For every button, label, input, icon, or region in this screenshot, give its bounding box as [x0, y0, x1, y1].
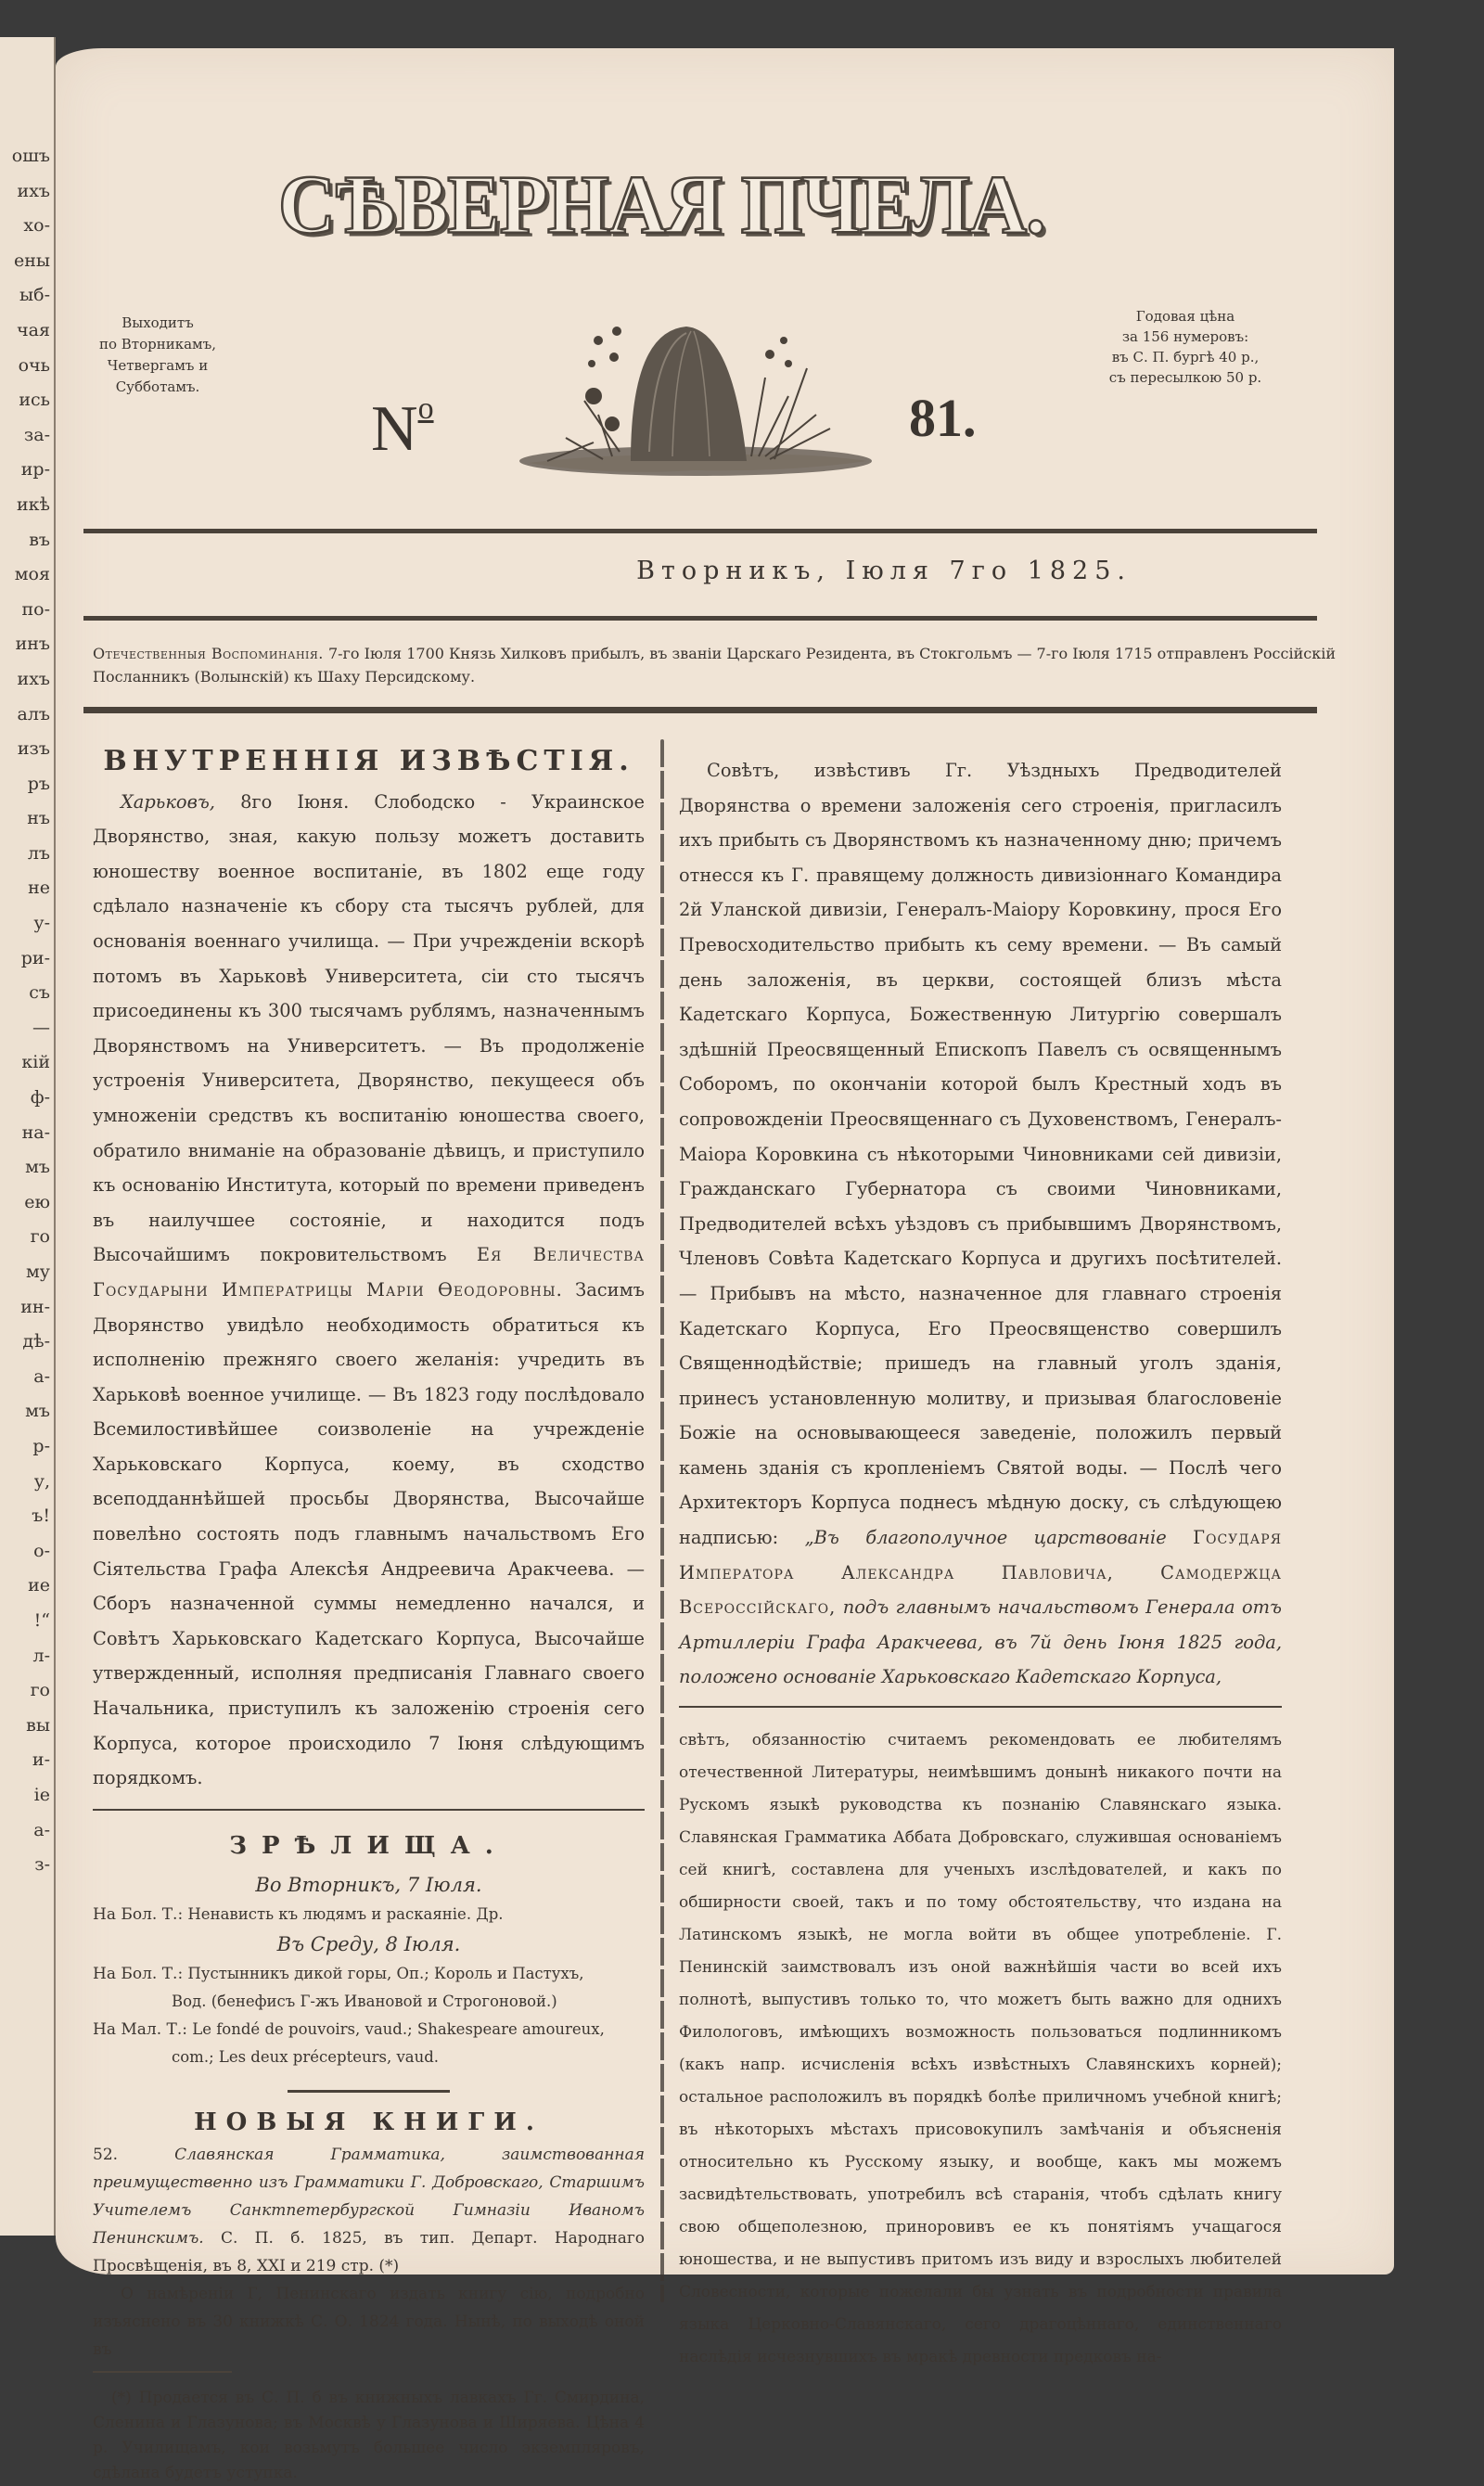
theatres-heading: ЗРѢЛИЩА.: [229, 1831, 508, 1860]
theatre-day: Во Вторникъ, 7 Іюля.: [255, 1874, 482, 1897]
domestic-news-body: Харьковъ, 8го Іюня. Слободско - Украинское Дворянство, зная, какую пользу можетъ доставить юношеству военное воспитаніе, въ 1802 еще году сдѣлало назначеніе къ сбору ста тысячъ рублей, для основанія военнаго училища. — При учрежденіи вскорѣ потомъ въ Харьковѣ Университета, сіи сто тысячъ присоединены къ 300 тысячамъ рублямъ, назначеннымъ Дворянствомъ на Университетъ. — Въ продолженіе устроенія Университета, Дворянство, пекущееся объ умноженіи средствъ къ воспитанію юношества своего, обратило вниманіе на образованіе дѣвицъ, и приступило къ основанію Института, который по времени приведенъ въ наилучшее состояніе, и находится подъ Высочайшимъ покровительствомъ Ея Величества Государыни Императрицы Маріи Ѳеодоровны. Засимъ Дворянство увидѣло необходимость обратиться къ исполненію прежняго своего желанія: учредить въ Харьковѣ военное училище. — Въ 1823 году послѣдовало Всемилостивѣйшее соизволеніе на учрежденіе Харьковскаго Корпуса, коему, въ сходство всеподданнѣйшей просьбы Дворянства, Высочайше повелѣно состоять подъ главнымъ начальствомъ Его Сіятельства Графа Алексѣя Андреевича Аракчеева. — Сборъ назначенной суммы немедленно начался, и Совѣтъ Харьковскаго Кадетскаго Корпуса, Высочайше утвержденный, исполняя предписанія Главнаго своего Начальника, приступилъ къ заложенію строенія сего Корпуса, которое происходило 7 Іюня слѣдующимъ порядкомъ.: [93, 790, 646, 1789]
domestic-news-heading: ВНУТРЕННІЯ ИЗВѢСТІЯ.: [103, 745, 634, 777]
number-sign: $N^о$: [371, 391, 434, 465]
newspaper-page: [56, 48, 1394, 2482]
left-column: [93, 744, 645, 2486]
book-footnote: (*) Продается въ С. П. б въ книжныхъ лавкахъ Гг. Смирдина, Сленина и Глазунова; въ Москвѣ у Глазунова и Ширяева. Цѣна 4 р. Училищамъ, кои возьмутъ большее число экземпляровъ, сдѣлана будетъ уступка.: [93, 2389, 645, 2482]
right-column: [679, 753, 1282, 2374]
theatre-day: Въ Среду, 8 Іюля.: [276, 1933, 461, 1956]
theatre-entry: На Бол. Т.: Ненависть къ людямъ и раскаяніе. Др.: [93, 1905, 504, 1925]
theatre-entry-continued: Вод. (бенефисъ Г-жъ Ивановой и Строгоновой.): [172, 1993, 557, 2011]
section-divider: [93, 1809, 645, 1811]
book-entry: 52. Славянская Грамматика, заимствованная преимущественно изъ Грамматики Г. Добровскаго, Старшимъ Учителемъ Санктпетербургской Гимназіи Иваномъ Пенинскимъ. С. П. б. 1825, въ тип. Департ. Народнаго Просвѣщенія, въ 8, XXI и 219 стр. (*): [93, 2146, 645, 2275]
new-books-continuation: свѣтъ, обязанностію считаемъ рекомендовать ее любителямъ отечественной Литературы, неимѣвшимъ донынѣ никакого почти на Рускомъ языкѣ руководства къ познанію Славянскаго языка. Славянская Грамматика Аббата Добровскаго, служившая основаніемъ сей книгѣ, составлена для ученыхъ изслѣдователей, и какъ по обширности своей, такъ и по тому обстоятельству, что издана на Латинскомъ языкѣ, не могла войти въ общее употребленіе. Г. Пенинскій заимствовалъ изъ оной важнѣйшія части во всей ихъ полнотѣ, выпустивъ только то, что можетъ быть важно для однихъ Филологовъ, имѣющихъ возможность пользоваться подлинникомъ (какъ напр. исчисленія всѣхъ извѣстныхъ Славянскихъ корней); остальное расположилъ въ порядкѣ болѣе приличномъ учебной книгѣ; въ нѣкоторыхъ мѣстахъ присовокупилъ замѣчанія и объясненія относительно къ Русскому языку, и вообще, какъ мы можемъ засвидѣтельствовать, употребилъ всѣ старанія, чтобъ сдѣлать книгу свою общеполезною, приноровивъ ее къ понятіямъ учащагося юношества, и не выпустивъ притомъ изъ виду и взрослыхъ любителей Словесности, которые пожелали бы узнать въ подробности правила языка Церковно-Славянскаго, сего драгоцѣннаго, единственнаго наслѣдія исчезнувшихъ въ мракѣ древности предковъ на-: [679, 1731, 1282, 2367]
date-divider: [83, 616, 1317, 621]
theatre-entry: На Мал. Т.: Le fondé de pouvoirs, vaud.; Shakespeare amoureux,: [93, 2020, 605, 2040]
memories-divider: [83, 707, 1317, 713]
book-description: О намѣреніи Г, Пенинскаго издать книгу сію, подробно изъяснено въ 30 книжкѣ С. О. 1824 года. Нынѣ, по выходѣ оной въ: [93, 2285, 645, 2359]
memories-label: Отечественныя Воспоминанія.: [93, 645, 324, 662]
footnote-divider: [93, 2371, 232, 2373]
domestic-news-continuation: Совѣтъ, извѣстивъ Гг. Уѣздныхъ Предводителей Дворянства о времени заложенія сего строенія, пригласилъ ихъ прибыть съ Дворянствомъ къ назначенному дню; причемъ отнесся къ Г. правящему должность дивизіоннаго Командира 2й Уланской дивизіи, Генералъ-Маіору Коровкину, прося Его Превосходительство прибыть къ сему времени. — Въ самый день заложенія, въ церкви, состоящей близъ мѣста Кадетскаго Корпуса, Божественную Литургію совершалъ здѣшній Преосвященный Епископъ Павелъ съ освященнымъ Соборомъ, по окончаніи которой былъ Крестный ходъ въ сопровожденіи Преосвященнаго съ Духовенствомъ, Генералъ-Маіора Коровкина съ нѣкоторыми Чиновниками сей дивизіи, Гражданскаго Губернатора съ своими Чиновниками, Предводителей всѣхъ уѣздовъ съ прибывшимъ Дворянствомъ, Членовъ Совѣта Кадетскаго Корпуса и другихъ посѣтителей. — Прибывъ на мѣсто, назначенное для главнаго строенія Кадетскаго Корпуса, Его Преосвященство совершилъ Священнодѣйствіе; пришедъ на главный уголъ зданія, принесъ установленную молитву, и призывая благословеніе Божіе на основывающееся заведеніе, положилъ первый камень зданія съ кропленіемъ Святой воды. — Послѣ чего Архитекторъ Корпуса поднесъ мѣдную доску, съ слѣдующею надписью: „Въ благополучное царствованіе Государя Императора Александра Павловича, Самодержца Всероссійскаго, подъ главнымъ начальствомъ Генерала отъ Артиллеріи Графа Аракчеева, въ 7й день Іюня 1825 года, положено основаніе Харьковскаго Кадетскаго Корпуса,: [679, 760, 1283, 1688]
memories-text: 7-го Іюля 1700 Князь Хилковъ прибылъ, въ званіи Царскаго Резидента, въ Стокгольмъ — 7-го Іюля 1715 отправленъ Россійскій Посланникъ (Волынскій) къ Шаху Персидскому.: [93, 645, 1336, 686]
theatre-entry-continued: com.; Les deux précepteurs, vaud.: [172, 2048, 440, 2067]
previous-page-fragment: [0, 37, 56, 2236]
issue-number: 81.: [909, 388, 977, 448]
new-books-heading: НОВЫЯ КНИГИ.: [194, 2108, 544, 2137]
annual-price: Годовая цѣна за 156 нумеровъ: въ С. П. бургѣ 40 р., съ пересылкою 50 р.: [1108, 308, 1262, 386]
column-divider: [660, 739, 664, 2302]
section-divider: [679, 1706, 1282, 1708]
newspaper-title: СѢВЕРНАЯ ПЧЕЛА.: [278, 157, 1045, 251]
beehive-emblem-icon: [510, 313, 881, 480]
theatre-entry: На Бол. Т.: Пустынникъ дикой горы, Оп.; Король и Пастухъ,: [93, 1965, 584, 1984]
issue-date: Вторникъ, Іюля 7го 1825.: [636, 557, 1132, 585]
masthead-divider: [83, 529, 1317, 533]
national-memories: [93, 642, 1354, 688]
publication-schedule: Выходитъ по Вторникамъ, Четвергамъ и Субботамъ.: [98, 314, 217, 395]
previous-page-text: ошъ ихъ хо- ены ыб- чая очь ись за- ир- икѣ въ моя по- инъ ихъ алъ изъ ръ нъ лъ не у- ри- съ — кій ф- на- мъ ею го му ин- дѣ- а- мъ р- у, ъ! о- ие !“ л- го вы и- іе а- з-: [11, 146, 50, 1876]
section-divider: [288, 2090, 450, 2093]
